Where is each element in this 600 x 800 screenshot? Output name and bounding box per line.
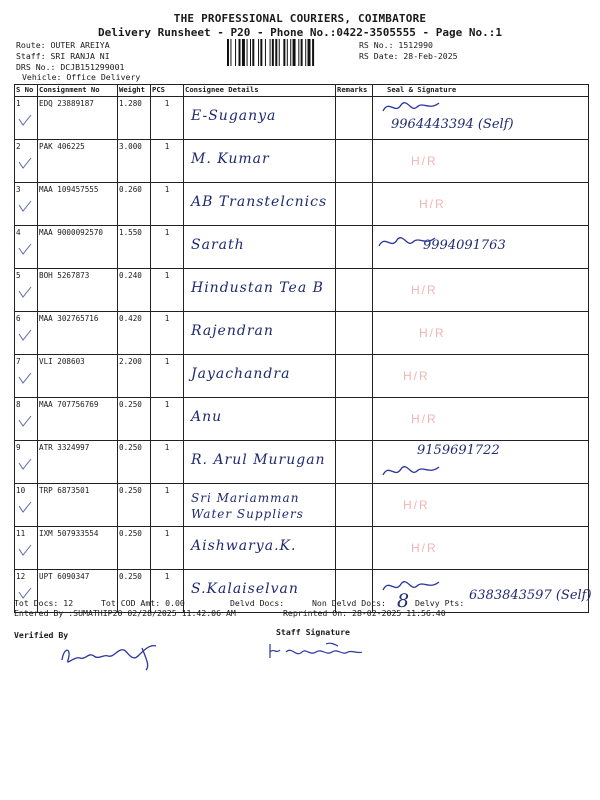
- remarks-cell: [336, 269, 373, 312]
- weight-cell: [118, 226, 151, 269]
- remarks-cell: [336, 226, 373, 269]
- weight-text: 0.250: [119, 400, 142, 409]
- route-label: Route: OUTER AREIYA: [16, 40, 110, 50]
- col-pcs-header: PCS: [151, 85, 184, 97]
- sno-text: 10: [16, 486, 26, 495]
- consignee-cell: [184, 441, 336, 484]
- weight-text: 3.000: [119, 142, 142, 151]
- weight-text: 0.250: [119, 529, 142, 538]
- sno-cell: [15, 97, 38, 140]
- sno-cell: [15, 355, 38, 398]
- consignment-no-cell: [38, 398, 118, 441]
- table-row: [15, 140, 589, 183]
- weight-text: 0.250: [119, 572, 142, 581]
- table-header-row: [15, 85, 589, 97]
- weight-cell: [118, 441, 151, 484]
- table-row: [15, 97, 589, 140]
- pcs-text: 1: [164, 486, 170, 495]
- receiver-signature: [381, 576, 441, 596]
- consignee-cell: [184, 269, 336, 312]
- check-mark-icon: [18, 543, 32, 557]
- consignee-name-handwritten: Aishwarya.K.: [191, 538, 297, 554]
- pcs-text: 1: [164, 185, 170, 194]
- consignee-cell: [184, 140, 336, 183]
- pcs-text: 1: [164, 314, 170, 323]
- col-seal-header: Seal & Signature: [373, 85, 589, 97]
- weight-text: 0.420: [119, 314, 142, 323]
- table-row: [15, 226, 589, 269]
- remarks-cell: [336, 355, 373, 398]
- receiver-signature: [377, 232, 437, 252]
- pcs-cell: [151, 484, 184, 527]
- consignee-name-handwritten: E-Suganya: [191, 108, 277, 124]
- sno-cell: [15, 441, 38, 484]
- barcode-image: [227, 39, 339, 66]
- consignment-no-cell: [38, 355, 118, 398]
- sno-cell: [15, 527, 38, 570]
- runsheet-table: [14, 84, 592, 613]
- consignment-no-cell: [38, 183, 118, 226]
- seal-signature-cell: [373, 398, 589, 441]
- weight-cell: [118, 183, 151, 226]
- pcs-cell: [151, 97, 184, 140]
- sno-cell: [15, 312, 38, 355]
- weight-cell: [118, 527, 151, 570]
- consignment-no-text: BOH 5267873: [39, 271, 90, 280]
- rs-number: RS No.: 1512990: [359, 40, 433, 50]
- weight-cell: [118, 312, 151, 355]
- hr-stamp: H/R: [419, 197, 446, 211]
- col-remarks-header: Remarks: [336, 85, 373, 97]
- weight-cell: [118, 484, 151, 527]
- consignee-name-handwritten: Jayachandra: [191, 366, 291, 382]
- remarks-cell: [336, 441, 373, 484]
- receiver-phone-handwritten: 9994091763: [423, 238, 506, 253]
- pcs-text: 1: [164, 529, 170, 538]
- weight-text: 0.250: [119, 486, 142, 495]
- staff-signature: [266, 640, 376, 664]
- receiver-signature: [381, 461, 441, 481]
- check-mark-icon: [18, 242, 32, 256]
- drs-number: DRS No.: DCJB151299001: [16, 62, 125, 72]
- check-mark-icon: [18, 113, 32, 127]
- runsheet-subtitle: Delivery Runsheet - P20 - Phone No.:0422-3505555 - Page No.:1: [98, 26, 502, 39]
- sno-text: 5: [16, 271, 21, 280]
- sno-text: 4: [16, 228, 21, 237]
- seal-signature-cell: [373, 140, 589, 183]
- sno-text: 6: [16, 314, 21, 323]
- col-consignee-header: Consignee Details: [184, 85, 336, 97]
- consignment-no-cell: [38, 140, 118, 183]
- col-sno-header: S No: [15, 85, 38, 97]
- sno-cell: [15, 398, 38, 441]
- hr-stamp: H/R: [419, 326, 446, 340]
- receiver-phone-handwritten: 6383843597 (Self): [469, 588, 592, 603]
- weight-text: 0.250: [119, 443, 142, 452]
- sno-text: 11: [16, 529, 26, 538]
- pcs-text: 1: [164, 271, 170, 280]
- consignment-no-cell: [38, 97, 118, 140]
- consignee-cell: [184, 312, 336, 355]
- consignment-no-text: TRP 6873501: [39, 486, 90, 495]
- consignment-no-text: EDQ 23889187: [39, 99, 94, 108]
- consignee-name-handwritten: S.Kalaiselvan: [191, 581, 299, 597]
- remarks-cell: [336, 312, 373, 355]
- consignment-no-text: MAA 109457555: [39, 185, 99, 194]
- pcs-text: 1: [164, 443, 170, 452]
- consignee-cell: [184, 97, 336, 140]
- seal-signature-cell: [373, 269, 589, 312]
- consignee-name-handwritten: Rajendran: [191, 323, 274, 339]
- remarks-cell: [336, 183, 373, 226]
- receiver-phone-handwritten: 9159691722: [417, 443, 500, 458]
- sno-text: 8: [16, 400, 21, 409]
- receiver-signature: [381, 97, 441, 117]
- non-delivered-docs-label: Non Delvd Docs:: [312, 598, 386, 608]
- table-row: [15, 484, 589, 527]
- weight-cell: [118, 269, 151, 312]
- consignee-name-handwritten: Anu: [191, 409, 223, 425]
- sno-cell: [15, 269, 38, 312]
- receiver-phone-handwritten: 9964443394 (Self): [391, 117, 514, 132]
- hr-stamp: H/R: [411, 283, 438, 297]
- hr-stamp: H/R: [411, 541, 438, 555]
- table-row: [15, 355, 589, 398]
- entered-by: Entered By :SUMATHIP20 02/28/2025 11:42:06 AM: [14, 608, 236, 618]
- consignee-cell: [184, 527, 336, 570]
- table-row: [15, 269, 589, 312]
- total-cod-amount: Tot COD Amt: 0.00: [101, 598, 185, 608]
- weight-cell: [118, 398, 151, 441]
- seal-signature-cell: [373, 484, 589, 527]
- weight-text: 0.240: [119, 271, 142, 280]
- consignment-no-text: ATR 3324997: [39, 443, 90, 452]
- remarks-cell: [336, 484, 373, 527]
- pcs-text: 1: [164, 400, 170, 409]
- seal-signature-cell: [373, 183, 589, 226]
- reprinted-on: Reprinted On: 28-02-2025 11:56:40: [283, 608, 446, 618]
- hr-stamp: H/R: [403, 498, 430, 512]
- pcs-cell: [151, 355, 184, 398]
- non-delivered-count-handwritten: 8: [397, 590, 410, 612]
- remarks-cell: [336, 398, 373, 441]
- table-row: [15, 398, 589, 441]
- check-mark-icon: [18, 199, 32, 213]
- check-mark-icon: [18, 500, 32, 514]
- consignment-no-text: MAA 707756769: [39, 400, 99, 409]
- staff-label: Staff: SRI RANJA NI: [16, 51, 110, 61]
- seal-signature-cell: [373, 312, 589, 355]
- sno-cell: [15, 226, 38, 269]
- check-mark-icon: [18, 285, 32, 299]
- sno-text: 7: [16, 357, 21, 366]
- sno-text: 2: [16, 142, 21, 151]
- pcs-text: 1: [164, 228, 170, 237]
- table-row: [15, 312, 589, 355]
- sno-text: 3: [16, 185, 21, 194]
- hr-stamp: H/R: [411, 412, 438, 426]
- sno-cell: [15, 183, 38, 226]
- remarks-cell: [336, 97, 373, 140]
- seal-signature-cell: [373, 441, 589, 484]
- company-title: THE PROFESSIONAL COURIERS, COIMBATORE: [173, 12, 427, 25]
- consignee-name-handwritten: R. Arul Murugan: [191, 452, 326, 468]
- remarks-cell: [336, 140, 373, 183]
- consignee-cell: [184, 183, 336, 226]
- pcs-text: 1: [164, 357, 170, 366]
- check-mark-icon: [18, 328, 32, 342]
- consignment-no-text: PAK 406225: [39, 142, 85, 151]
- consignee-cell: [184, 484, 336, 527]
- remarks-cell: [336, 527, 373, 570]
- consignee-name-handwritten: Sri Mariamman Water Suppliers: [191, 491, 304, 521]
- rs-date: RS Date: 28-Feb-2025: [359, 51, 458, 61]
- weight-text: 0.260: [119, 185, 142, 194]
- consignment-no-cell: [38, 312, 118, 355]
- pcs-cell: [151, 269, 184, 312]
- pcs-cell: [151, 140, 184, 183]
- consignment-no-cell: [38, 441, 118, 484]
- total-docs: Tot Docs: 12: [14, 598, 74, 608]
- hr-stamp: H/R: [403, 369, 430, 383]
- check-mark-icon: [18, 156, 32, 170]
- sno-cell: [15, 484, 38, 527]
- pcs-cell: [151, 312, 184, 355]
- staff-signature-label: Staff Signature: [276, 627, 350, 637]
- seal-signature-cell: [373, 527, 589, 570]
- seal-signature-cell: [373, 97, 589, 140]
- consignee-name-handwritten: AB Transtelcnics: [191, 194, 328, 210]
- col-consignment-header: Consignment No: [38, 85, 118, 97]
- weight-cell: [118, 140, 151, 183]
- table-row: [15, 183, 589, 226]
- consignee-name-handwritten: M. Kumar: [191, 151, 270, 167]
- consignment-no-text: UPT 6090347: [39, 572, 90, 581]
- pcs-text: 1: [164, 142, 170, 151]
- consignee-name-handwritten: Hindustan Tea B: [191, 280, 324, 296]
- verifier-signature: [58, 638, 168, 672]
- consignee-cell: [184, 398, 336, 441]
- seal-signature-cell: [373, 226, 589, 269]
- weight-text: 1.280: [119, 99, 142, 108]
- sno-cell: [15, 140, 38, 183]
- pcs-text: 1: [164, 99, 170, 108]
- weight-cell: [118, 355, 151, 398]
- consignment-no-text: MAA 302765716: [39, 314, 99, 323]
- sno-text: 9: [16, 443, 21, 452]
- sno-text: 1: [16, 99, 21, 108]
- consignee-cell: [184, 226, 336, 269]
- pcs-cell: [151, 441, 184, 484]
- col-weight-header: Weight: [118, 85, 151, 97]
- consignment-no-cell: [38, 527, 118, 570]
- verified-by-label: Verified By: [14, 630, 69, 640]
- sno-text: 12: [16, 572, 26, 581]
- consignment-no-text: IXM 507933554: [39, 529, 99, 538]
- weight-cell: [118, 97, 151, 140]
- hr-stamp: H/R: [411, 154, 438, 168]
- consignment-no-text: MAA 9000092570: [39, 228, 104, 237]
- check-mark-icon: [18, 371, 32, 385]
- consignee-cell: [184, 355, 336, 398]
- delivery-points-label: Delvy Pts:: [415, 598, 465, 608]
- pcs-cell: [151, 183, 184, 226]
- weight-text: 2.200: [119, 357, 142, 366]
- check-mark-icon: [18, 414, 32, 428]
- consignment-no-cell: [38, 484, 118, 527]
- table-row: [15, 527, 589, 570]
- check-mark-icon: [18, 457, 32, 471]
- consignment-no-cell: [38, 226, 118, 269]
- consignment-no-cell: [38, 269, 118, 312]
- delivered-docs-label: Delvd Docs:: [230, 598, 285, 608]
- consignment-no-text: VLI 208603: [39, 357, 85, 366]
- pcs-text: 1: [164, 572, 170, 581]
- consignee-name-handwritten: Sarath: [191, 237, 245, 253]
- table-row: [15, 441, 589, 484]
- pcs-cell: [151, 527, 184, 570]
- seal-signature-cell: [373, 355, 589, 398]
- pcs-cell: [151, 398, 184, 441]
- vehicle-label: Vehicle: Office Delivery: [22, 72, 141, 82]
- weight-text: 1.550: [119, 228, 142, 237]
- pcs-cell: [151, 226, 184, 269]
